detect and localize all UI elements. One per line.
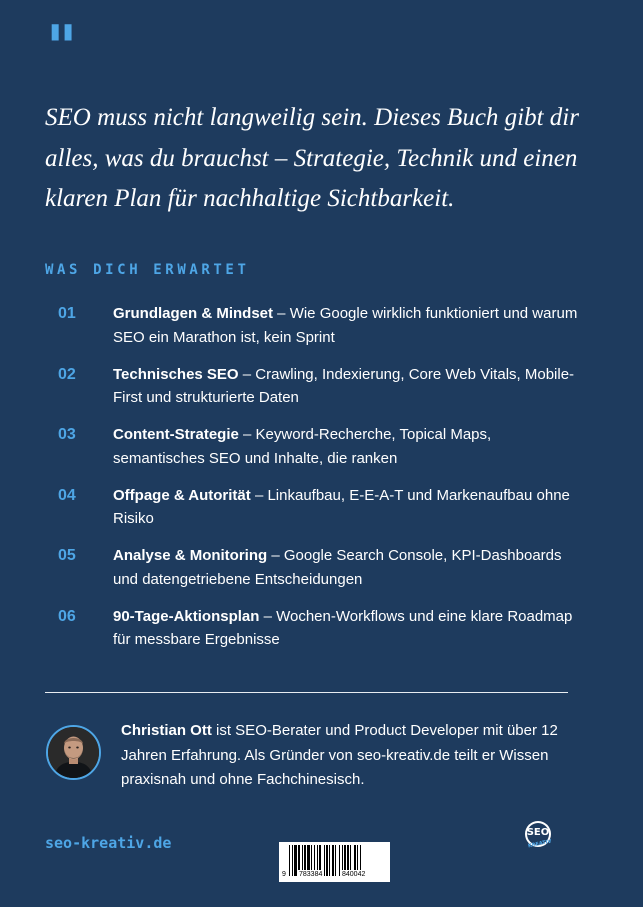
author-avatar [46, 725, 101, 780]
barcode-right-digits: 840042 [342, 871, 366, 878]
feature-item [58, 605, 578, 666]
feature-title: Offpage & Autorität [113, 486, 251, 504]
feature-list [58, 302, 578, 665]
logo-text: SEO [526, 827, 550, 838]
feature-number: 01 [58, 305, 76, 322]
feature-title: Content-Strategie [113, 426, 239, 443]
blurb-quote: SEO muss nicht langweilig sein. Dieses Buch gibt dir alles, was du brauchst – Strategie, Technik und einen klaren Plan für nachhaltige Sichtbarkeit. [45, 104, 579, 212]
author-portrait-icon [48, 727, 99, 778]
barcode-lead-digit: 9 [282, 871, 286, 878]
feature-item [58, 363, 578, 424]
barcode-left-digits: 783384 [299, 871, 323, 878]
feature-title: Technisches SEO [113, 365, 239, 383]
feature-text [113, 363, 578, 424]
section-heading: WAS DICH ERWARTET [45, 262, 250, 278]
feature-item [58, 423, 578, 484]
feature-description: – Crawling, Indexierung, Core Web Vitals, Mobile-First und strukturierte Daten [113, 365, 575, 406]
feature-title: 90-Tage-Aktionsplan [113, 607, 260, 625]
feature-title: Analyse & Monitoring [113, 547, 268, 564]
feature-description: – Linkaufbau, E-E-A-T und Markenaufbau ohne Risiko [113, 486, 570, 527]
logo-subtext: KREATIV [527, 838, 553, 850]
feature-item [58, 484, 578, 545]
divider [45, 692, 568, 693]
feature-item [58, 302, 578, 363]
feature-description: – Google Search Console, KPI-Dashboards und datengetriebene Entscheidungen [113, 547, 562, 588]
feature-number: 04 [58, 486, 76, 504]
author-bio [121, 719, 571, 793]
feature-number: 03 [58, 426, 76, 443]
feature-number: 05 [58, 547, 76, 564]
feature-number: 06 [58, 607, 76, 625]
feature-item [58, 544, 578, 605]
feature-description: – Keyword-Recherche, Topical Maps, semantisches SEO und Inhalte, die ranken [113, 426, 492, 467]
feature-text [113, 484, 578, 545]
feature-text [113, 423, 578, 484]
quote-mark-icon: " [46, 13, 78, 83]
barcode-bars-icon [279, 842, 390, 882]
feature-text [113, 302, 578, 363]
author-name: Christian Ott [121, 722, 212, 739]
feature-description: – Wie Google wirklich funktioniert und warum SEO ein Marathon ist, kein Sprint [113, 305, 578, 346]
seo-kreativ-logo-icon [514, 817, 566, 851]
feature-text [113, 605, 578, 666]
feature-title: Grundlagen & Mindset [113, 305, 274, 322]
author-description: ist SEO-Berater und Product Developer mit über 12 Jahren Erfahrung. Als Gründer von seo-kreativ.de teilt er Wissen praxisnah und ohne Fachchinesisch. [121, 722, 558, 788]
logo-graphic [514, 817, 566, 851]
feature-text [113, 544, 578, 605]
website-link[interactable]: seo-kreativ.de [45, 834, 172, 852]
feature-number: 02 [58, 365, 76, 383]
isbn-barcode [279, 842, 390, 882]
feature-description: – Wochen-Workflows und eine klare Roadmap für messbare Ergebnisse [113, 607, 573, 648]
